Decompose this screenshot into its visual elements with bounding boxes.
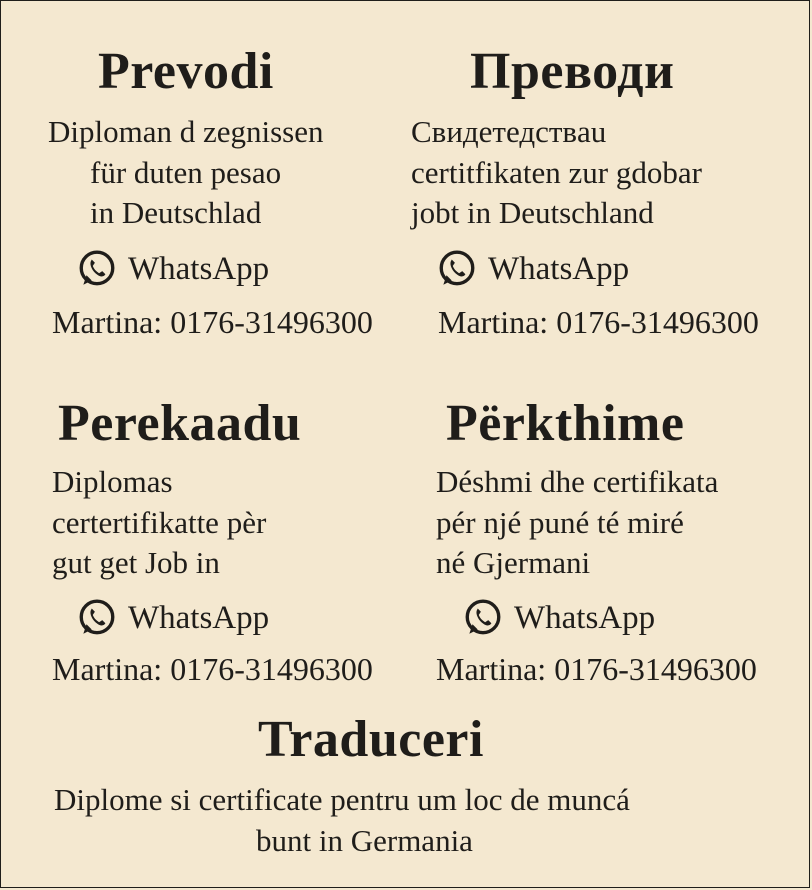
whatsapp-link-3[interactable] xyxy=(76,597,269,639)
perekaadu-line-3: gut get Job in xyxy=(52,545,220,580)
whatsapp-label: WhatsApp xyxy=(128,599,270,636)
romanian-line-2: bunt in Germania xyxy=(256,823,473,858)
perekaadu-line-1: Diplomas xyxy=(52,464,173,499)
perekaadu-line-2: certertifikatte pèr xyxy=(52,505,267,540)
russian-line-3: jobt in Deutschland xyxy=(411,195,654,230)
romanian-line-1: Diplome si certificate pentru um loc de muncá xyxy=(54,782,630,817)
albanian-line-1: Déshmi dhe certifikata xyxy=(436,464,719,499)
whatsapp-label: WhatsApp xyxy=(128,250,270,287)
title-prevodi: Prevodi xyxy=(98,43,274,100)
russian-line-1: Свидетедствau xyxy=(411,114,607,149)
serbian-line-2: für duten pesao xyxy=(90,155,282,190)
title-perekaadu: Perekaadu xyxy=(58,395,302,452)
phone-number-2[interactable]: Martina: 0176-31496300 xyxy=(438,304,759,340)
whatsapp-link-2[interactable] xyxy=(436,248,629,290)
phone-number-1[interactable]: Martina: 0176-31496300 xyxy=(52,304,373,340)
whatsapp-icon xyxy=(76,248,118,290)
whatsapp-label: WhatsApp xyxy=(488,250,630,287)
whatsapp-icon xyxy=(462,597,504,639)
phone-number-3[interactable]: Martina: 0176-31496300 xyxy=(52,651,373,687)
albanian-line-3: né Gjermani xyxy=(436,545,591,580)
serbian-line-3: in Deutschlad xyxy=(90,195,262,230)
whatsapp-link-4[interactable] xyxy=(462,597,655,639)
albanian-line-2: pér njé puné té miré xyxy=(436,505,684,540)
whatsapp-link-1[interactable] xyxy=(76,248,269,290)
title-prevodi-cyrillic: Преводи xyxy=(470,43,675,100)
serbian-line-1: Diploman d zegnissen xyxy=(48,114,324,149)
phone-number-4[interactable]: Martina: 0176-31496300 xyxy=(436,651,757,687)
title-perkthime: Përkthime xyxy=(446,395,685,452)
whatsapp-icon xyxy=(76,597,118,639)
russian-line-2: certitfikaten zur gdobar xyxy=(411,155,702,190)
title-traduceri: Traduceri xyxy=(258,711,484,768)
whatsapp-icon xyxy=(436,248,478,290)
whatsapp-label: WhatsApp xyxy=(514,599,656,636)
